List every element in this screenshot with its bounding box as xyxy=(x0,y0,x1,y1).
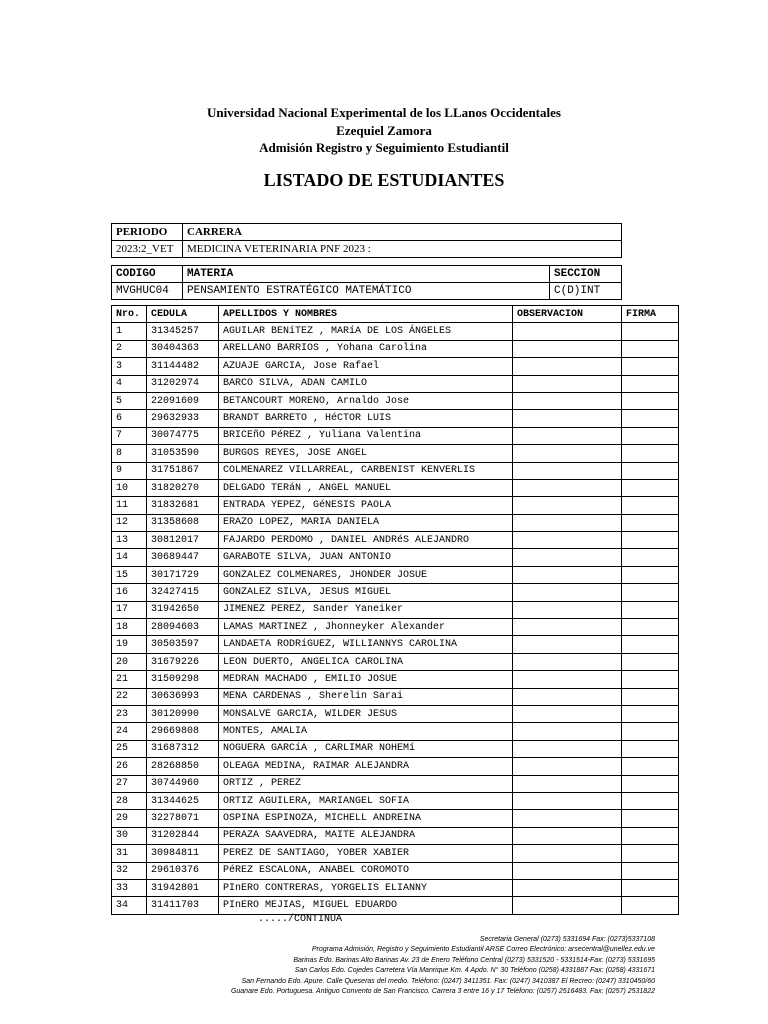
row-nro: 14 xyxy=(112,549,147,566)
row-firma xyxy=(622,514,679,531)
row-nombre: ARELLANO BARRIOS , Yohana Carolina xyxy=(219,340,513,357)
footer-line: Guanare Edo. Portuguesa. Antiguo Convento de San Francisco. Carrera 3 entre 16 y 17 Teléfono: (0257) 2516483. Fax: (0257) 2531822 xyxy=(230,988,655,996)
row-cedula: 32278071 xyxy=(147,810,219,827)
student-rows xyxy=(112,323,679,914)
row-nombre: PéREZ ESCALONA, ANABEL COROMOTO xyxy=(219,862,513,879)
row-nro: 12 xyxy=(112,514,147,531)
row-cedula: 32427415 xyxy=(147,584,219,601)
row-nombre: OSPINA ESPINOZA, MICHELL ANDREINA xyxy=(219,810,513,827)
row-nro: 30 xyxy=(112,827,147,844)
row-observacion xyxy=(513,636,622,653)
row-nombre: BETANCOURT MORENO, Arnaldo Jose xyxy=(219,392,513,409)
row-observacion xyxy=(513,462,622,479)
row-cedula: 31942801 xyxy=(147,879,219,896)
row-observacion xyxy=(513,566,622,583)
row-cedula: 31751867 xyxy=(147,462,219,479)
row-nombre: OLEAGA MEDINA, RAIMAR ALEJANDRA xyxy=(219,758,513,775)
table-row xyxy=(112,601,679,618)
row-firma xyxy=(622,897,679,914)
row-observacion xyxy=(513,392,622,409)
row-nro: 17 xyxy=(112,601,147,618)
row-cedula: 30404363 xyxy=(147,340,219,357)
row-nro: 28 xyxy=(112,792,147,809)
materia-table xyxy=(111,265,622,300)
row-observacion xyxy=(513,723,622,740)
row-firma xyxy=(622,584,679,601)
row-nombre: JIMENEZ PEREZ, Sander Yaneiker xyxy=(219,601,513,618)
row-firma xyxy=(622,532,679,549)
row-cedula: 30120990 xyxy=(147,705,219,722)
row-observacion xyxy=(513,810,622,827)
table-row xyxy=(112,653,679,670)
row-observacion xyxy=(513,410,622,427)
row-nro: 7 xyxy=(112,427,147,444)
table-row xyxy=(112,584,679,601)
document-header xyxy=(0,104,768,157)
row-cedula: 31832681 xyxy=(147,497,219,514)
row-nombre: MEDRAN MACHADO , EMILIO JOSUE xyxy=(219,671,513,688)
row-observacion xyxy=(513,671,622,688)
row-firma xyxy=(622,740,679,757)
row-nro: 6 xyxy=(112,410,147,427)
row-nombre: PInERO MEJIAS, MIGUEL EDUARDO xyxy=(219,897,513,914)
row-cedula: 29632933 xyxy=(147,410,219,427)
row-firma xyxy=(622,827,679,844)
row-nombre: PInERO CONTRERAS, YORGELIS ELIANNY xyxy=(219,879,513,896)
row-nombre: ENTRADA YEPEZ, GéNESIS PAOLA xyxy=(219,497,513,514)
row-nro: 13 xyxy=(112,532,147,549)
row-firma xyxy=(622,810,679,827)
row-firma xyxy=(622,410,679,427)
university-subname: Ezequiel Zamora xyxy=(336,122,432,138)
row-nro: 1 xyxy=(112,323,147,340)
periodo-label: PERIODO xyxy=(112,224,183,241)
row-firma xyxy=(622,792,679,809)
row-observacion xyxy=(513,705,622,722)
table-row xyxy=(112,462,679,479)
row-observacion xyxy=(513,897,622,914)
row-cedula: 31202844 xyxy=(147,827,219,844)
row-cedula: 31345257 xyxy=(147,323,219,340)
col-header-cedula: CEDULA xyxy=(147,306,219,323)
row-nro: 27 xyxy=(112,775,147,792)
table-row xyxy=(112,723,679,740)
row-observacion xyxy=(513,358,622,375)
table-row xyxy=(112,705,679,722)
row-firma xyxy=(622,497,679,514)
row-firma xyxy=(622,601,679,618)
materia-label: MATERIA xyxy=(183,266,550,283)
row-nombre: DELGADO TERáN , ANGEL MANUEL xyxy=(219,479,513,496)
row-nombre: GONZALEZ SILVA, JESUS MIGUEL xyxy=(219,584,513,601)
row-firma xyxy=(622,323,679,340)
row-firma xyxy=(622,619,679,636)
row-observacion xyxy=(513,479,622,496)
row-firma xyxy=(622,479,679,496)
row-nro: 33 xyxy=(112,879,147,896)
row-observacion xyxy=(513,584,622,601)
row-nombre: BURGOS REYES, JOSE ANGEL xyxy=(219,445,513,462)
row-observacion xyxy=(513,445,622,462)
row-nombre: BRICEñO PéREZ , Yuliana Valentina xyxy=(219,427,513,444)
table-row xyxy=(112,810,679,827)
row-observacion xyxy=(513,845,622,862)
row-nro: 8 xyxy=(112,445,147,462)
table-row xyxy=(112,636,679,653)
table-row xyxy=(112,566,679,583)
row-observacion xyxy=(513,340,622,357)
row-nombre: ORTIZ AGUILERA, MARIANGEL SOFIA xyxy=(219,792,513,809)
page-title: LISTADO DE ESTUDIANTES xyxy=(263,170,505,190)
table-row xyxy=(112,758,679,775)
table-row xyxy=(112,688,679,705)
seccion-label: SECCION xyxy=(550,266,622,283)
footer-line: Barinas Edo. Barinas Alto Barinas Av. 23 de Enero Teléfono Central (0273) 5331520 - 5331514-Fax: (0273) 5331695 xyxy=(293,956,655,964)
row-nombre: GARABOTE SILVA, JUAN ANTONIO xyxy=(219,549,513,566)
table-row xyxy=(112,323,679,340)
row-cedula: 31202974 xyxy=(147,375,219,392)
row-firma xyxy=(622,688,679,705)
row-nombre: PEREZ DE SANTIAGO, YOBER XABIER xyxy=(219,845,513,862)
row-firma xyxy=(622,427,679,444)
row-firma xyxy=(622,636,679,653)
row-nro: 26 xyxy=(112,758,147,775)
footer-line: Programa Admisión, Registro y Seguimiento Estudiantil ARSE Correo Electrónico: arsecentral@unellez.edu.ve xyxy=(311,946,655,954)
row-nro: 20 xyxy=(112,653,147,670)
row-observacion xyxy=(513,879,622,896)
seccion-value: C(D)INT xyxy=(550,283,622,300)
footer-contact xyxy=(231,935,655,997)
university-name: Universidad Nacional Experimental de los LLanos Occidentales xyxy=(207,105,561,120)
row-cedula: 29669808 xyxy=(147,723,219,740)
row-observacion xyxy=(513,792,622,809)
row-firma xyxy=(622,723,679,740)
row-firma xyxy=(622,549,679,566)
row-nro: 9 xyxy=(112,462,147,479)
row-nro: 16 xyxy=(112,584,147,601)
table-row xyxy=(112,845,679,862)
row-nombre: MONSALVE GARCIA, WILDER JESUS xyxy=(219,705,513,722)
row-observacion xyxy=(513,601,622,618)
table-row xyxy=(112,862,679,879)
col-header-firma: FIRMA xyxy=(622,306,679,323)
table-row xyxy=(112,532,679,549)
row-observacion xyxy=(513,532,622,549)
table-row xyxy=(112,671,679,688)
row-cedula: 31053590 xyxy=(147,445,219,462)
table-row xyxy=(112,514,679,531)
row-nombre: LAMAS MARTINEZ , Jhonneyker Alexander xyxy=(219,619,513,636)
row-firma xyxy=(622,566,679,583)
carrera-value: MEDICINA VETERINARIA PNF 2023 : xyxy=(183,241,622,258)
periodo-table xyxy=(111,223,622,258)
row-observacion xyxy=(513,827,622,844)
table-row xyxy=(112,792,679,809)
row-cedula: 31411703 xyxy=(147,897,219,914)
row-cedula: 30171729 xyxy=(147,566,219,583)
row-cedula: 30636993 xyxy=(147,688,219,705)
row-observacion xyxy=(513,688,622,705)
row-nro: 2 xyxy=(112,340,147,357)
row-nombre: BRANDT BARRETO , HéCTOR LUIS xyxy=(219,410,513,427)
row-nombre: MENA CARDENAS , Sherelin Sarai xyxy=(219,688,513,705)
row-cedula: 28094603 xyxy=(147,619,219,636)
row-firma xyxy=(622,775,679,792)
department-name: Admisión Registro y Seguimiento Estudiantil xyxy=(259,140,509,155)
row-nro: 31 xyxy=(112,845,147,862)
row-nro: 32 xyxy=(112,862,147,879)
row-nombre: ORTIZ , PEREZ xyxy=(219,775,513,792)
row-nro: 18 xyxy=(112,619,147,636)
row-cedula: 31358608 xyxy=(147,514,219,531)
row-observacion xyxy=(513,653,622,670)
row-cedula: 30812017 xyxy=(147,532,219,549)
footer-line: Secretaria General (0273) 5331694 Fax: (0273)5337108 xyxy=(479,936,655,943)
row-nro: 23 xyxy=(112,705,147,722)
row-firma xyxy=(622,671,679,688)
table-row xyxy=(112,445,679,462)
row-nombre: AZUAJE GARCIA, Jose Rafael xyxy=(219,358,513,375)
row-cedula: 31679226 xyxy=(147,653,219,670)
footer-line: San Carlos Edo. Cojedes Carretera Vía Manrique Km. 4 Apdo. N° 30 Teléfono (0258) 4331887 Fax: (0258) 4331671 xyxy=(294,967,655,975)
row-nombre: BARCO SILVA, ADAN CAMILO xyxy=(219,375,513,392)
row-nro: 34 xyxy=(112,897,147,914)
row-firma xyxy=(622,340,679,357)
table-row xyxy=(112,375,679,392)
row-nombre: AGUILAR BENíTEZ , MARíA DE LOS ÁNGELES xyxy=(219,323,513,340)
row-firma xyxy=(622,862,679,879)
table-row xyxy=(112,392,679,409)
row-observacion xyxy=(513,758,622,775)
row-observacion xyxy=(513,862,622,879)
materia-value: PENSAMIENTO ESTRATÉGICO MATEMÁTICO xyxy=(183,283,550,300)
table-row xyxy=(112,740,679,757)
table-row xyxy=(112,549,679,566)
row-nombre: FAJARDO PERDOMO , DANIEL ANDRéS ALEJANDRO xyxy=(219,532,513,549)
table-row xyxy=(112,497,679,514)
row-observacion xyxy=(513,549,622,566)
row-firma xyxy=(622,358,679,375)
row-nro: 22 xyxy=(112,688,147,705)
row-observacion xyxy=(513,375,622,392)
row-cedula: 30503597 xyxy=(147,636,219,653)
row-firma xyxy=(622,462,679,479)
table-row xyxy=(112,775,679,792)
row-firma xyxy=(622,375,679,392)
codigo-value: MVGHUC04 xyxy=(112,283,183,300)
table-row xyxy=(112,340,679,357)
row-nro: 29 xyxy=(112,810,147,827)
row-nombre: LANDAETA RODRíGUEZ, WILLIANNYS CAROLINA xyxy=(219,636,513,653)
row-nro: 24 xyxy=(112,723,147,740)
row-firma xyxy=(622,879,679,896)
row-observacion xyxy=(513,427,622,444)
row-cedula: 28268850 xyxy=(147,758,219,775)
row-cedula: 29610376 xyxy=(147,862,219,879)
row-nro: 3 xyxy=(112,358,147,375)
row-observacion xyxy=(513,323,622,340)
row-observacion xyxy=(513,514,622,531)
row-nro: 10 xyxy=(112,479,147,496)
row-nro: 21 xyxy=(112,671,147,688)
col-header-nombres: APELLIDOS Y NOMBRES xyxy=(219,306,513,323)
row-nombre: GONZALEZ COLMENARES, JHONDER JOSUE xyxy=(219,566,513,583)
student-list-table xyxy=(111,305,679,915)
row-cedula: 31509298 xyxy=(147,671,219,688)
row-cedula: 31344625 xyxy=(147,792,219,809)
carrera-label: CARRERA xyxy=(183,224,622,241)
row-firma xyxy=(622,445,679,462)
codigo-label: CODIGO xyxy=(112,266,183,283)
row-nro: 19 xyxy=(112,636,147,653)
row-cedula: 30984811 xyxy=(147,845,219,862)
row-nombre: PERAZA SAAVEDRA, MAITE ALEJANDRA xyxy=(219,827,513,844)
row-cedula: 30744960 xyxy=(147,775,219,792)
footer-line: San Fernando Edo. Apure. Calle Queseras del medio. Teléfono: (0247) 3411351. Fax: (0247) 3410387 El Recreo: (0247) 3310450/60 xyxy=(241,977,655,985)
row-firma xyxy=(622,653,679,670)
row-nro: 5 xyxy=(112,392,147,409)
table-row xyxy=(112,619,679,636)
table-row xyxy=(112,410,679,427)
periodo-value: 2023:2_VET xyxy=(112,241,183,258)
row-cedula: 31144482 xyxy=(147,358,219,375)
row-cedula: 30074775 xyxy=(147,427,219,444)
row-nombre: MONTES, AMALIA xyxy=(219,723,513,740)
table-row xyxy=(112,827,679,844)
row-observacion xyxy=(513,775,622,792)
row-nro: 25 xyxy=(112,740,147,757)
col-header-nro: Nro. xyxy=(112,306,147,323)
row-firma xyxy=(622,845,679,862)
row-nombre: ERAZO LOPEZ, MARIA DANIELA xyxy=(219,514,513,531)
row-cedula: 31942650 xyxy=(147,601,219,618)
row-cedula: 31687312 xyxy=(147,740,219,757)
row-observacion xyxy=(513,619,622,636)
table-row xyxy=(112,427,679,444)
row-nombre: COLMENAREZ VILLARREAL, CARBENIST KENVERLIS xyxy=(219,462,513,479)
continua-note: ...../CONTINUA xyxy=(258,914,343,925)
row-observacion xyxy=(513,740,622,757)
row-nombre: LEON DUERTO, ANGELICA CAROLINA xyxy=(219,653,513,670)
table-row xyxy=(112,479,679,496)
table-row xyxy=(112,358,679,375)
table-row xyxy=(112,879,679,896)
row-nro: 4 xyxy=(112,375,147,392)
row-firma xyxy=(622,392,679,409)
row-cedula: 30689447 xyxy=(147,549,219,566)
row-firma xyxy=(622,758,679,775)
col-header-observacion: OBSERVACION xyxy=(513,306,622,323)
row-cedula: 31820270 xyxy=(147,479,219,496)
row-cedula: 22091609 xyxy=(147,392,219,409)
row-firma xyxy=(622,705,679,722)
row-observacion xyxy=(513,497,622,514)
row-nro: 11 xyxy=(112,497,147,514)
row-nro: 15 xyxy=(112,566,147,583)
row-nombre: NOGUERA GARCíA , CARLIMAR NOHEMí xyxy=(219,740,513,757)
table-header-row xyxy=(112,306,679,323)
table-row xyxy=(112,897,679,914)
